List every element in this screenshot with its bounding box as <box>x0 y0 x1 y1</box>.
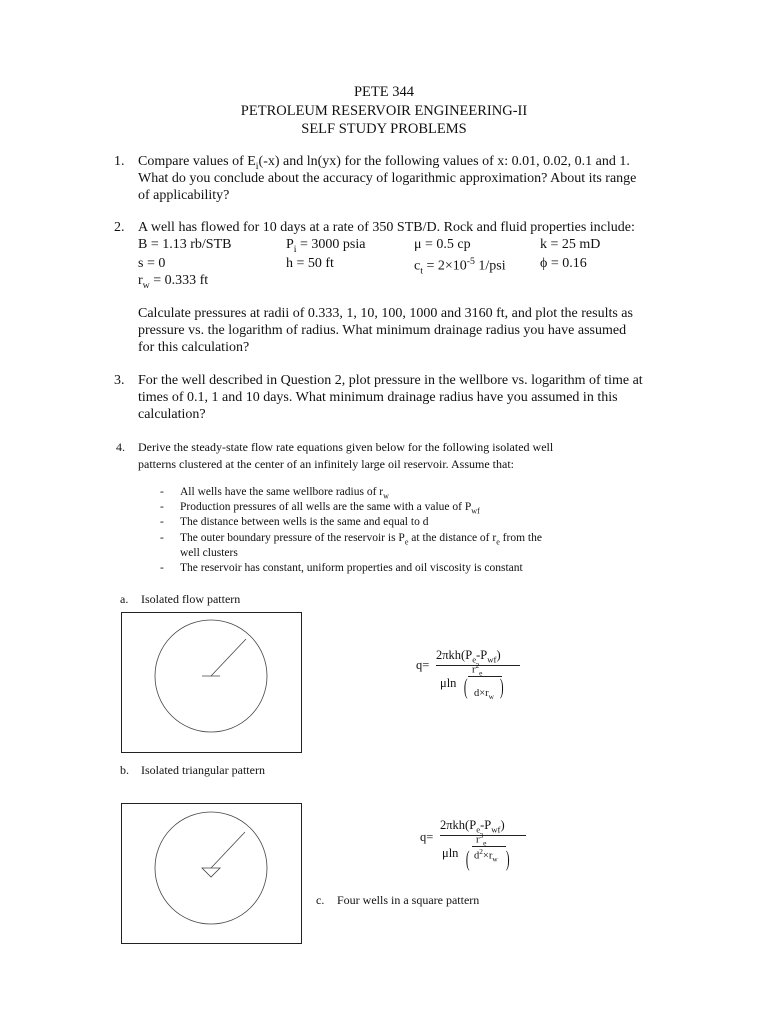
question-3-line-3: calculation? <box>138 407 206 422</box>
figure-a-box <box>121 612 302 753</box>
document-subtitle: SELF STUDY PROBLEMS <box>301 121 467 137</box>
formula-a-inner-bar <box>468 676 502 677</box>
question-4-line-2: patterns clustered at the center of an infinitely large oil reservoir. Assume that: <box>138 457 514 471</box>
question-1-number: 1. <box>114 154 125 169</box>
property-k: k = 25 mD <box>540 237 601 252</box>
assumption-4: The outer boundary pressure of the reservoir is $P_e$ at the distance of $r_e$ from the <box>180 532 542 547</box>
figure-b-diagram <box>122 804 301 943</box>
radius-line <box>211 832 245 868</box>
question-4-number: 4. <box>116 440 125 454</box>
property-mu: μ = 0.5 cp <box>414 237 471 252</box>
assumption-1: All wells have the same wellbore radius of $r_w$ <box>180 486 389 501</box>
bullet-dash: - <box>160 516 164 528</box>
formula-b-q: q= <box>420 830 434 844</box>
question-2-line-1: A well has flowed for 10 days at a rate of 350 STB/D. Rock and fluid properties include: <box>138 220 635 235</box>
triangular-well-pattern <box>202 868 220 877</box>
formula-b-inner-numerator: $r^3_e$ <box>476 831 487 848</box>
question-2-number: 2. <box>114 220 125 235</box>
property-B: B = 1.13 rb/STB <box>138 237 232 252</box>
part-c-label: c. <box>316 893 325 907</box>
bullet-dash: - <box>160 501 164 513</box>
part-c-title: Four wells in a square pattern <box>337 893 480 907</box>
formula-a-ln: μln <box>440 676 457 690</box>
question-2-para-1: Calculate pressures at radii of 0.333, 1, 10, 100, 1000 and 3160 ft, and plot the results as <box>138 306 633 321</box>
assumption-4-continued: well clusters <box>180 547 238 559</box>
formula-a: q= $2\pi kh(P_e-P_{wf})$ μln $r^2_e$ $d\times r_w$ ( ) <box>416 648 536 710</box>
property-h: h = 50 ft <box>286 256 334 271</box>
question-1-line-2: What do you conclude about the accuracy of logarithmic approximation? About its range <box>138 171 637 186</box>
formula-a-inner-numerator: $r^2_e$ <box>472 661 483 678</box>
bullet-dash: - <box>160 532 164 544</box>
question-2-para-3: for this calculation? <box>138 340 250 355</box>
question-2-para-2: pressure vs. the logarithm of radius. What minimum drainage radius you have assumed <box>138 323 627 338</box>
formula-a-numerator: $2\pi kh(P_e-P_{wf})$ <box>436 648 501 665</box>
part-b-title: Isolated triangular pattern <box>141 763 265 777</box>
formula-b-inner-denominator: $d^2\times r_w$ <box>474 847 498 864</box>
formula-b-ln: μln <box>442 846 459 860</box>
formula-a-q: q= <box>416 658 430 672</box>
assumption-5: The reservoir has constant, uniform properties and oil viscosity is constant <box>180 562 523 574</box>
figure-b-box <box>121 803 302 944</box>
bullet-dash: - <box>160 562 164 574</box>
formula-a-inner-denominator: $d\times r_w$ <box>474 688 494 702</box>
course-code: PETE 344 <box>353 84 414 100</box>
property-rw: $r_w = 0.333$ ft <box>138 273 209 291</box>
part-a-title: Isolated flow pattern <box>141 592 241 606</box>
question-3-line-1: For the well described in Question 2, plot pressure in the wellbore vs. logarithm of time at <box>138 373 643 388</box>
document-title: PETROLEUM RESERVOIR ENGINEERING-II <box>240 103 528 119</box>
assumption-3: The distance between wells is the same and equal to d <box>180 516 429 528</box>
question-4-line-1: Derive the steady-state flow rate equations given below for the following isolated well <box>138 440 554 454</box>
question-3-line-2: times of 0.1, 1 and 10 days. What minimum drainage radius have you assumed in this <box>138 390 618 405</box>
bullet-dash: - <box>160 486 164 498</box>
property-s: s = 0 <box>138 256 166 271</box>
radius-line <box>211 639 246 676</box>
property-ct: $c_t = 2\times 10^{-5}$ 1/psi <box>414 256 506 277</box>
question-1-line-3: of applicability? <box>138 188 230 203</box>
property-phi: ϕ = 0.16 <box>540 256 587 271</box>
formula-b-numerator: $2\pi kh(P_e-P_{wf})$ <box>440 818 505 835</box>
property-Pi: $P_i = 3000$ psia <box>286 237 366 255</box>
formula-b: q= $2\pi kh(P_e-P_{wf})$ μln $r^3_e$ $d^2\times r_w$ ( ) <box>420 818 540 880</box>
question-3-number: 3. <box>114 373 125 388</box>
part-b-label: b. <box>120 763 129 777</box>
part-a-label: a. <box>120 592 129 606</box>
question-1-line-1: Compare values of $E_i(-x)$ and ln(yx) for the following values of x: 0.01, 0.02, 0.1 and 1. <box>138 154 630 172</box>
assumption-2: Production pressures of all wells are the same with a value of $P_{wf}$ <box>180 501 480 516</box>
figure-a-diagram <box>122 613 301 752</box>
